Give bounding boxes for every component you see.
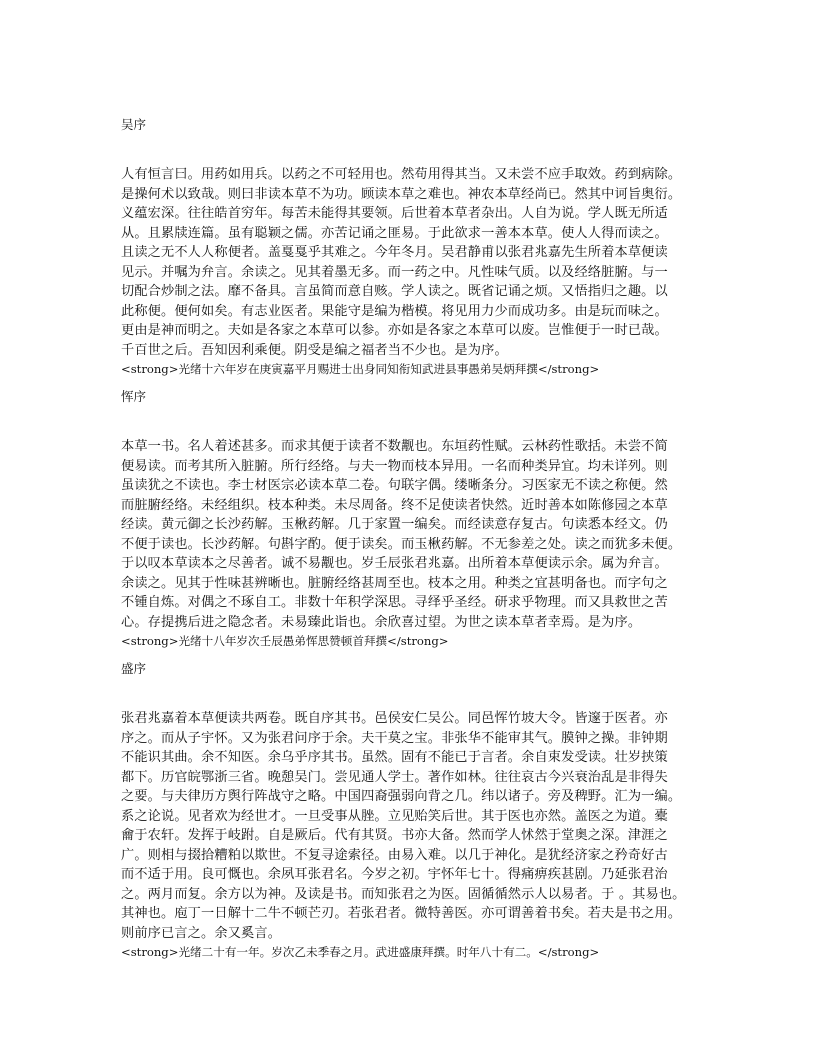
text-line: 人有恒言曰。用药如用兵。以药之不可轻用也。然苟用得其当。又未尝不应手取效。药到病除。: [121, 167, 682, 182]
text-line: 本草一书。名人着述甚多。而求其便于读者不数觏也。东垣药性赋。云林药性歌括。未尝不简: [121, 439, 668, 454]
text-line: 其神也。庖丁一日解十二牛不顿芒刃。若张君者。微特善医。亦可谓善着书矣。若夫是书之用。: [121, 906, 682, 921]
text-line: 不锺自炼。对偶之不琢自工。非数十年积学深思。寻绎乎圣经。研求乎物理。而又具救世之苦: [121, 595, 668, 610]
text-line: 经读。黄元御之长沙药解。玉楸药解。几于家置一编矣。而经读意存复古。句读悉本经文。仍: [121, 517, 668, 532]
text-line: 余读之。见其于性味甚辨晰也。脏腑经络甚周至也。枝本之用。种类之宜甚明备也。而字句之: [121, 575, 668, 591]
preface-heading-yun: 恽序: [121, 389, 147, 404]
text-line: 从。且累牍连篇。虽有聪颖之儒。亦苦记诵之匪易。于此欲求一善本本草。使人人得而读之。: [121, 225, 668, 241]
text-line: 切配合炒制之法。靡不备具。言虽简而意自赅。学人读之。既省记诵之烦。又悟指归之趣。以: [121, 284, 668, 299]
text-line: 系之论说。见者欢为经世才。一旦受事从脞。立见贻笑后世。其于医也亦然。盖医之为道。橐: [121, 808, 668, 824]
text-line: 不便于读也。长沙药解。句斟字酌。便于读矣。而玉楸药解。不无参差之处。读之而犹多未便。: [121, 536, 682, 552]
text-line: 且读之无不人人称便者。盖戛戛乎其难之。今年冬月。吴君静甫以张君兆嘉先生所着本草便读: [121, 245, 668, 260]
preface-signature-yun: <strong>光绪十八年岁次壬辰愚弟恽思赞顿首拜撰</strong>: [121, 634, 449, 648]
text-line: 于以叹本草读本之尽善者。诚不易觏也。岁壬辰张君兆嘉。出所着本草便读示余。属为弁言。: [121, 556, 668, 571]
preface-signature-wu: <strong>光绪十六年岁在庚寅嘉平月赐进士出身同知衔知武进县事愚弟吴炳拜撰</strong>: [121, 362, 600, 376]
text-line: 都下。历官皖鄂浙三省。晚憩吴门。尝见通人学士。著作如林。往往哀古今兴衰治乱是非得失: [121, 769, 668, 785]
text-line: 是操何术以致哉。则曰非读本草不为功。顾读本草之难也。神农本草经尚已。然其中诃旨奥衍。: [121, 186, 682, 202]
preface-signature-sheng: <strong>光绪二十有一年。岁次乙未季春之月。武进盛康拜撰。时年八十有二。</strong>: [121, 945, 600, 959]
preface-heading-sheng: 盛序: [121, 661, 147, 676]
text-line: 龠于农轩。发挥于岐跗。自是厥后。代有其贤。书亦大备。然而学人怵然于堂奥之深。津涯之: [121, 828, 668, 843]
text-line: 更由是神而明之。夫如是各家之本草可以参。亦如是各家之本草可以废。岂惟便于一时已哉。: [121, 323, 668, 338]
text-line: 之要。与夫律历方舆行阵战守之略。中国四裔强弱向背之几。纬以诸子。旁及稗野。汇为一编。: [121, 789, 682, 804]
text-line: 义蕴宏深。往往皓首穷年。每苦未能得其要领。后世着本草者杂出。人自为说。学人既无所适: [121, 206, 668, 221]
text-line: 见示。并嘱为弁言。余读之。见其着墨无多。而一药之中。凡性味气质。以及经络脏腑。与一: [121, 264, 668, 280]
text-line: 广。则相与掇拾糟粕以欺世。不复寻途索径。由易入难。以几于神化。是犹经济家之矜奇好古: [121, 847, 668, 863]
text-line: 则前序已言之。余又奚言。: [121, 925, 282, 941]
preface-body-wu: [121, 165, 695, 380]
text-line: 心。存提携后进之隐念者。未易臻此诣也。余欣喜过望。为世之读本草者幸焉。是为序。: [121, 614, 642, 630]
preface-body-sheng: [121, 709, 695, 963]
text-line: 虽读犹之不读也。李士材医宗必读本草二卷。句联字偶。缕晰条分。习医家无不读之称便。然: [121, 478, 668, 493]
preface-body-yun: [121, 437, 695, 652]
preface-heading-wu: 吴序: [121, 117, 147, 132]
text-line: 而不适于用。良可慨也。余夙耳张君名。今岁之初。宇怀年七十。得痛痹疾甚剧。乃延张君治: [121, 867, 668, 882]
text-line: 而脏腑经络。未经组织。枝本种类。未尽周备。终不足使读者快然。近时善本如陈修园之本草: [121, 497, 668, 513]
text-line: 张君兆嘉着本草便读共两卷。既自序其书。邑侯安仁吴公。同邑恽竹坡大令。皆邃于医者。亦: [121, 711, 668, 726]
text-line: 千百世之后。吾知因利乘便。阴受是编之福者当不少也。是为序。: [121, 342, 508, 358]
text-line: 之。两月而复。余方以为神。及读是书。而知张君之为医。固循循然示人以易者。于 。其易也。: [121, 886, 686, 902]
text-line: 序之。而从子宇怀。又为张君问序于余。夫干莫之宝。非张华不能审其气。膜钟之操。非钟期: [121, 730, 668, 746]
text-line: 不能识其曲。余不知医。余乌乎序其书。虽然。固有不能已于言者。余自束发受读。壮岁挟策: [121, 750, 668, 765]
text-line: 便易读。而考其所入脏腑。所行经络。与夫一物而枝本异用。一名而种类异宜。均未详列。则: [121, 458, 668, 474]
text-line: 此称便。便何如矣。有志业医者。果能守是编为楷模。将见用力少而成功多。由是玩而味之。: [121, 303, 668, 319]
